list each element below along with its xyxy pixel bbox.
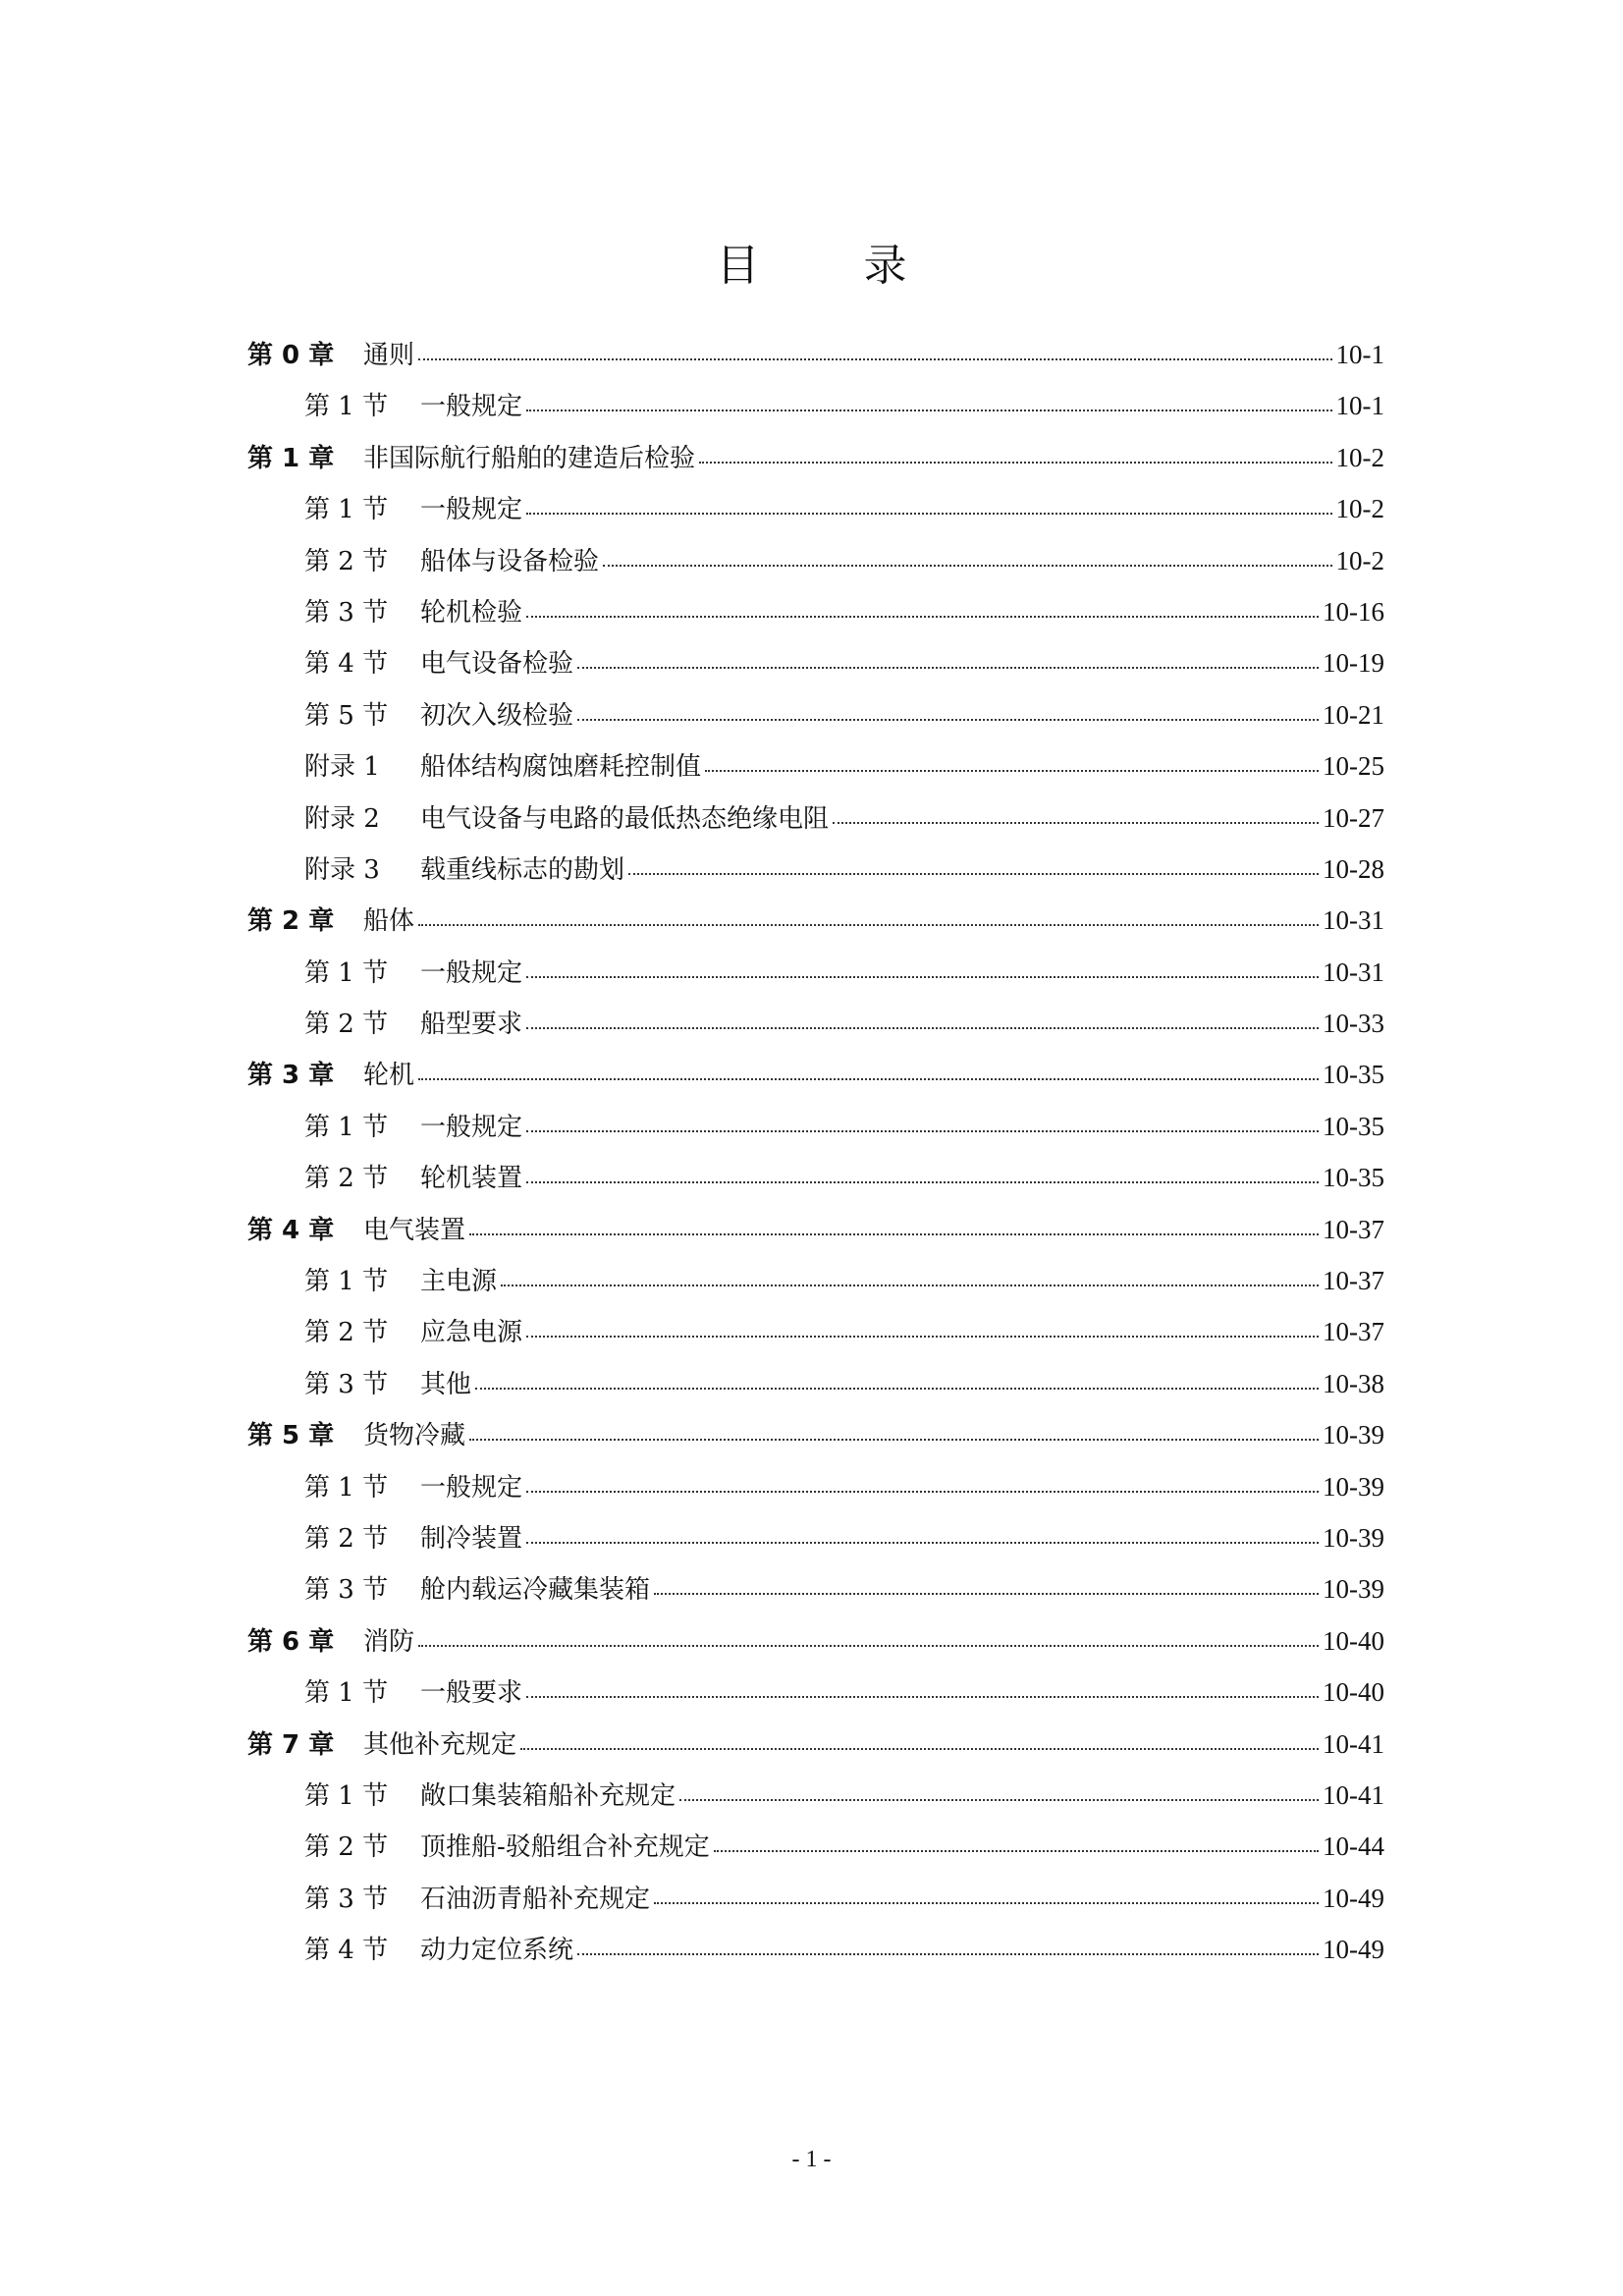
toc-entry-number: 附录 3 <box>304 854 380 885</box>
toc-entry-title: 敞口集装箱船补充规定 <box>420 1780 676 1811</box>
toc-entry-page: 10-40 <box>1323 1625 1384 1656</box>
toc-entry-title: 船体 <box>363 906 415 937</box>
toc-entry-number: 第 2 节 <box>304 546 389 576</box>
toc-section-entry[interactable] <box>247 947 1384 998</box>
toc-section-entry[interactable] <box>247 1821 1384 1872</box>
toc-entry-title: 一般要求 <box>420 1678 523 1709</box>
dot-leader <box>526 1007 1319 1032</box>
toc-entry-number: 第 3 节 <box>304 597 389 628</box>
toc-entry-title: 轮机检验 <box>420 597 523 628</box>
dot-leader <box>418 1624 1319 1650</box>
toc-entry-page: 10-41 <box>1323 1728 1384 1759</box>
toc-entry-number: 第 7 章 <box>247 1729 335 1760</box>
dot-leader <box>526 1315 1319 1340</box>
toc-chapter-entry[interactable] <box>247 1409 1384 1460</box>
toc-entry-number: 第 2 节 <box>304 1832 389 1863</box>
toc-entry-title: 一般规定 <box>420 957 523 988</box>
toc-entry-title: 一般规定 <box>420 1472 523 1503</box>
toc-entry-title: 一般规定 <box>420 392 523 422</box>
toc-entry-page: 10-38 <box>1323 1368 1384 1398</box>
dot-leader <box>526 389 1331 414</box>
toc-chapter-entry[interactable] <box>247 895 1384 946</box>
toc-entry-page: 10-35 <box>1323 1111 1384 1141</box>
toc-section-entry[interactable] <box>247 1152 1384 1203</box>
dot-leader <box>475 1367 1319 1393</box>
dot-leader <box>469 1213 1319 1238</box>
toc-entry-page: 10-35 <box>1323 1163 1384 1193</box>
toc-entry-page: 10-19 <box>1323 648 1384 679</box>
toc-entry-page: 10-44 <box>1323 1831 1384 1862</box>
toc-section-entry[interactable] <box>247 1512 1384 1563</box>
toc-entry-number: 第 1 节 <box>304 957 389 988</box>
toc-chapter-entry[interactable] <box>247 1204 1384 1255</box>
toc-entry-title: 船体与设备检验 <box>420 546 600 576</box>
toc-entry-title: 其他补充规定 <box>363 1729 517 1760</box>
toc-entry-page: 10-35 <box>1323 1060 1384 1090</box>
toc-section-entry[interactable] <box>247 1306 1384 1357</box>
toc-entry-page: 10-39 <box>1323 1471 1384 1502</box>
toc-entry-number: 第 3 节 <box>304 1575 389 1606</box>
toc-section-entry[interactable] <box>247 637 1384 688</box>
dot-leader <box>654 1882 1319 1907</box>
toc-section-entry[interactable] <box>247 1101 1384 1152</box>
toc-entry-title: 非国际航行船舶的建造后检验 <box>363 443 696 473</box>
toc-section-entry[interactable] <box>247 483 1384 534</box>
dot-leader <box>705 749 1319 775</box>
toc-entry-number: 第 4 节 <box>304 1936 389 1966</box>
toc-section-entry[interactable] <box>247 1563 1384 1614</box>
toc-entry-page: 10-31 <box>1323 905 1384 936</box>
toc-entry-title: 轮机装置 <box>420 1164 523 1194</box>
toc-entry-title: 制冷装置 <box>420 1523 523 1554</box>
toc-entry-page: 10-37 <box>1323 1214 1384 1244</box>
dot-leader <box>418 338 1331 363</box>
dot-leader <box>526 595 1319 621</box>
dot-leader <box>418 903 1319 929</box>
toc-entry-title: 电气装置 <box>363 1215 466 1245</box>
dot-leader <box>526 1161 1319 1186</box>
toc-entry-title: 舱内载运冷藏集装箱 <box>420 1575 651 1606</box>
table-of-contents <box>247 329 1384 1976</box>
toc-section-entry[interactable] <box>247 1873 1384 1924</box>
toc-section-entry[interactable] <box>247 793 1384 844</box>
toc-entry-number: 第 3 章 <box>247 1061 335 1091</box>
toc-entry-number: 第 3 节 <box>304 1369 389 1399</box>
toc-entry-page: 10-25 <box>1323 751 1384 782</box>
toc-entry-page: 10-39 <box>1323 1574 1384 1605</box>
toc-entry-number: 第 2 节 <box>304 1010 389 1040</box>
toc-entry-page: 10-1 <box>1335 391 1384 421</box>
dot-leader <box>603 544 1331 570</box>
dot-leader <box>418 1058 1319 1083</box>
toc-section-entry[interactable] <box>247 1255 1384 1306</box>
toc-chapter-entry[interactable] <box>247 329 1384 380</box>
page-title: 目 录 <box>716 241 952 292</box>
dot-leader <box>628 852 1319 878</box>
toc-chapter-entry[interactable] <box>247 1615 1384 1667</box>
toc-entry-page: 10-2 <box>1335 494 1384 524</box>
toc-entry-page: 10-37 <box>1323 1317 1384 1347</box>
dot-leader <box>577 698 1319 724</box>
toc-entry-page: 10-39 <box>1323 1420 1384 1450</box>
toc-entry-page: 10-2 <box>1335 442 1384 472</box>
dot-leader <box>714 1830 1319 1855</box>
dot-leader <box>577 646 1319 672</box>
toc-entry-number: 第 6 章 <box>247 1626 335 1657</box>
toc-section-entry[interactable] <box>247 740 1384 792</box>
toc-entry-title: 船型要求 <box>420 1010 523 1040</box>
toc-entry-title: 主电源 <box>420 1267 498 1297</box>
toc-entry-title: 石油沥青船补充规定 <box>420 1884 651 1914</box>
toc-section-entry[interactable] <box>247 1461 1384 1512</box>
toc-chapter-entry[interactable] <box>247 1049 1384 1100</box>
toc-section-entry[interactable] <box>247 1667 1384 1718</box>
toc-entry-title: 轮机 <box>363 1061 415 1091</box>
toc-entry-number: 附录 1 <box>304 752 380 783</box>
toc-entry-page: 10-49 <box>1323 1935 1384 1965</box>
toc-entry-number: 第 2 章 <box>247 906 335 937</box>
dot-leader <box>526 1675 1319 1701</box>
toc-section-entry[interactable] <box>247 998 1384 1049</box>
toc-entry-number: 第 4 节 <box>304 649 389 680</box>
toc-entry-title: 船体结构腐蚀磨耗控制值 <box>420 752 702 783</box>
toc-entry-number: 第 1 节 <box>304 1112 389 1142</box>
dot-leader <box>526 1110 1319 1135</box>
toc-entry-number: 第 1 节 <box>304 1678 389 1709</box>
toc-entry-title: 货物冷藏 <box>363 1421 466 1451</box>
toc-entry-page: 10-40 <box>1323 1677 1384 1708</box>
dot-leader <box>469 1418 1319 1444</box>
dot-leader <box>501 1264 1319 1289</box>
toc-section-entry[interactable] <box>247 1358 1384 1409</box>
toc-entry-page: 10-49 <box>1323 1883 1384 1913</box>
toc-entry-page: 10-41 <box>1323 1779 1384 1810</box>
dot-leader <box>526 1470 1319 1496</box>
toc-entry-number: 第 0 章 <box>247 341 335 370</box>
dot-leader <box>654 1572 1319 1598</box>
toc-section-entry[interactable] <box>247 689 1384 740</box>
toc-section-entry[interactable] <box>247 535 1384 586</box>
toc-entry-number: 第 2 节 <box>304 1164 389 1194</box>
toc-entry-number: 第 2 节 <box>304 1523 389 1554</box>
toc-entry-title: 动力定位系统 <box>420 1936 574 1966</box>
page-number: - 1 - <box>791 2147 832 2172</box>
toc-entry-number: 第 2 节 <box>304 1318 389 1348</box>
toc-entry-title: 一般规定 <box>420 495 523 525</box>
toc-entry-title: 初次入级检验 <box>420 700 574 731</box>
toc-section-entry[interactable] <box>247 844 1384 895</box>
dot-leader <box>526 1521 1319 1547</box>
toc-entry-number: 第 1 节 <box>304 495 389 525</box>
toc-entry-title: 消防 <box>363 1626 415 1657</box>
toc-entry-title: 通则 <box>363 341 415 370</box>
dot-leader <box>526 492 1331 518</box>
dot-leader <box>679 1778 1319 1804</box>
toc-entry-number: 第 1 节 <box>304 1472 389 1503</box>
toc-entry-title: 一般规定 <box>420 1112 523 1142</box>
toc-entry-number: 第 5 章 <box>247 1421 335 1451</box>
dot-leader <box>520 1727 1319 1753</box>
toc-entry-number: 第 3 节 <box>304 1884 389 1914</box>
toc-entry-number: 附录 2 <box>304 803 380 834</box>
toc-entry-title: 其他 <box>420 1369 472 1399</box>
toc-entry-title: 电气设备与电路的最低热态绝缘电阻 <box>420 803 830 834</box>
dot-leader <box>833 801 1319 827</box>
toc-entry-title: 电气设备检验 <box>420 649 574 680</box>
toc-section-entry[interactable] <box>247 380 1384 431</box>
toc-entry-title: 应急电源 <box>420 1318 523 1348</box>
toc-entry-page: 10-16 <box>1323 596 1384 627</box>
toc-entry-page: 10-31 <box>1323 957 1384 987</box>
toc-entry-title: 载重线标志的勘划 <box>420 854 625 885</box>
toc-section-entry[interactable] <box>247 1924 1384 1975</box>
toc-chapter-entry[interactable] <box>247 432 1384 483</box>
toc-entry-number: 第 1 节 <box>304 392 389 422</box>
toc-entry-number: 第 1 节 <box>304 1267 389 1297</box>
toc-entry-title: 顶推船-驳船组合补充规定 <box>420 1832 710 1863</box>
toc-entry-number: 第 1 章 <box>247 443 335 473</box>
toc-section-entry[interactable] <box>247 586 1384 637</box>
toc-entry-page: 10-1 <box>1335 340 1384 369</box>
dot-leader <box>577 1933 1319 1958</box>
toc-entry-page: 10-27 <box>1323 802 1384 833</box>
toc-entry-number: 第 1 节 <box>304 1780 389 1811</box>
toc-entry-number: 第 5 节 <box>304 700 389 731</box>
toc-entry-number: 第 4 章 <box>247 1215 335 1245</box>
toc-entry-page: 10-33 <box>1323 1009 1384 1039</box>
toc-entry-page: 10-28 <box>1323 853 1384 884</box>
toc-entry-page: 10-37 <box>1323 1266 1384 1296</box>
toc-section-entry[interactable] <box>247 1770 1384 1821</box>
dot-leader <box>526 956 1319 981</box>
dot-leader <box>699 441 1331 466</box>
toc-entry-page: 10-21 <box>1323 699 1384 730</box>
toc-chapter-entry[interactable] <box>247 1719 1384 1770</box>
toc-entry-page: 10-39 <box>1323 1522 1384 1553</box>
toc-entry-page: 10-2 <box>1335 545 1384 575</box>
